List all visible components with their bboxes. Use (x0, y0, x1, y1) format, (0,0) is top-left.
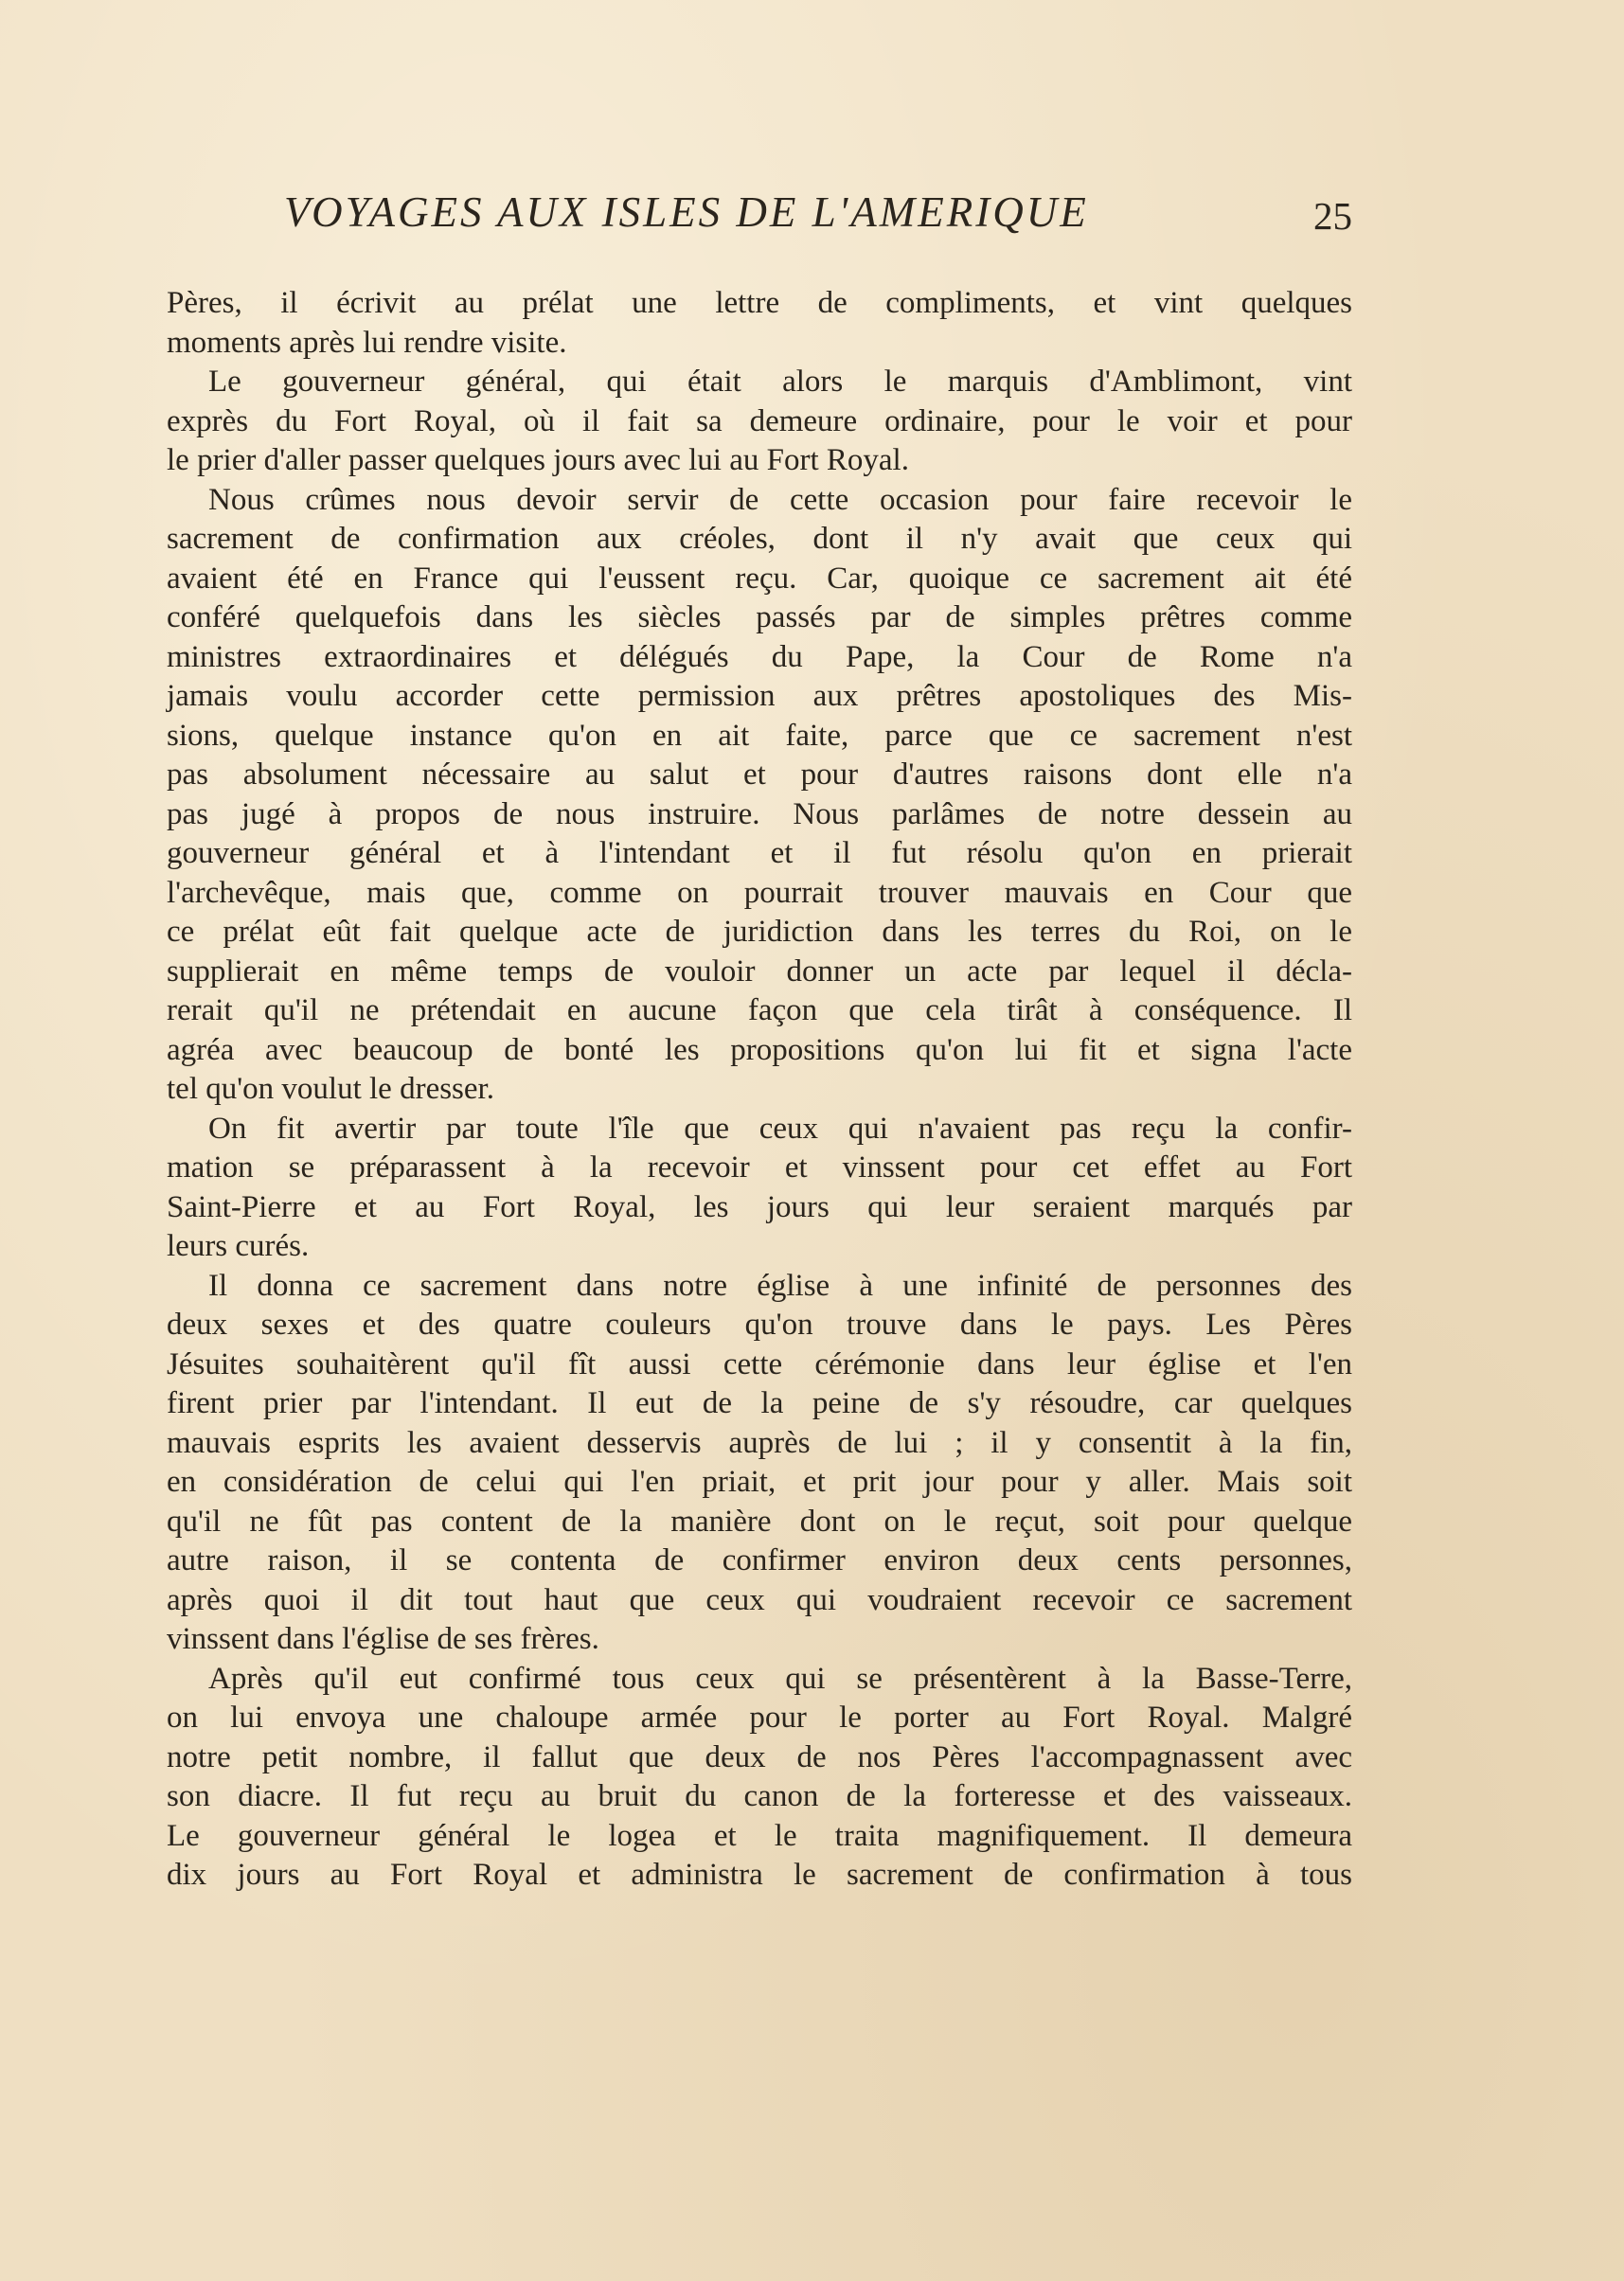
text-line: Nous crûmes nous devoir servir de cette occasion pour faire recevoir le (208, 482, 1352, 517)
text-line: Il donna ce sacrement dans notre église à une infinité de personnes des (208, 1268, 1352, 1303)
text-line: jamais voulu accorder cette permission aux prêtres apostoliques des Mis- (167, 679, 1352, 713)
text-line: agréa avec beaucoup de bonté les propositions qu'on lui fit et signa l'acte (167, 1032, 1352, 1067)
text-line: mation se préparassent à la recevoir et vinssent pour cet effet au Fort (167, 1150, 1352, 1185)
text-line: mauvais esprits les avaient desservis auprès de lui ; il y consentit à la fin, (167, 1425, 1352, 1460)
text-line: Jésuites souhaitèrent qu'il fît aussi cette cérémonie dans leur église et l'en (167, 1346, 1352, 1381)
text-line: l'archevêque, mais que, comme on pourrait trouver mauvais en Cour que (167, 875, 1352, 910)
text-line: On fit avertir par toute l'île que ceux qui n'avaient pas reçu la confir- (208, 1111, 1352, 1146)
text-line: conféré quelquefois dans les siècles passés par de simples prêtres comme (167, 600, 1352, 634)
text-line: exprès du Fort Royal, où il fait sa demeure ordinaire, pour le voir et pour (167, 403, 1352, 438)
text-line: Saint-Pierre et au Fort Royal, les jours qui leur seraient marqués par (167, 1189, 1352, 1224)
text-line: tel qu'on voulut le dresser. (167, 1072, 494, 1106)
text-line: qu'il ne fût pas content de la manière dont on le reçut, soit pour quelque (167, 1504, 1352, 1539)
text-line: autre raison, il se contenta de confirmer environ deux cents personnes, (167, 1543, 1352, 1577)
page-number: 25 (1313, 194, 1352, 238)
text-line: rerait qu'il ne prétendait en aucune façon que cela tirât à conséquence. Il (167, 993, 1352, 1027)
body-text (167, 284, 1352, 1896)
text-line: Pères, il écrivit au prélat une lettre de compliments, et vint quelques (167, 286, 1352, 320)
text-line: Le gouverneur général, qui était alors le marquis d'Amblimont, vint (208, 365, 1352, 399)
text-line: vinssent dans l'église de ses frères. (167, 1622, 599, 1656)
text-line: firent prier par l'intendant. Il eut de la peine de s'y résoudre, car quelques (167, 1386, 1352, 1420)
text-line: le prier d'aller passer quelques jours avec lui au Fort Royal. (167, 443, 909, 477)
text-line: après quoi il dit tout haut que ceux qui voudraient recevoir ce sacrement (167, 1582, 1352, 1617)
text-line: pas absolument nécessaire au salut et pour d'autres raisons dont elle n'a (167, 757, 1352, 792)
text-line: Après qu'il eut confirmé tous ceux qui se présentèrent à la Basse-Terre, (208, 1661, 1352, 1696)
text-line: gouverneur général et à l'intendant et il fut résolu qu'on en prierait (167, 836, 1352, 870)
text-line: on lui envoya une chaloupe armée pour le porter au Fort Royal. Malgré (167, 1701, 1352, 1735)
text-line: ce prélat eût fait quelque acte de juridiction dans les terres du Roi, on le (167, 915, 1352, 949)
text-line: avaient été en France qui l'eussent reçu. Car, quoique ce sacrement ait été (167, 561, 1352, 596)
text-line: sions, quelque instance qu'on en ait faite, parce que ce sacrement n'est (167, 718, 1352, 753)
running-title: VOYAGES AUX ISLES DE L'AMERIQUE (284, 188, 1089, 236)
text-line: Le gouverneur général le logea et le traita magnifiquement. Il demeura (167, 1818, 1352, 1853)
text-line: dix jours au Fort Royal et administra le sacrement de confirmation à tous (167, 1858, 1352, 1892)
text-line: deux sexes et des quatre couleurs qu'on trouve dans le pays. Les Pères (167, 1308, 1352, 1342)
text-line: supplierait en même temps de vouloir donner un acte par lequel il décla- (167, 953, 1352, 989)
text-line: sacrement de confirmation aux créoles, dont il n'y avait que ceux qui (167, 522, 1352, 556)
text-line: en considération de celui qui l'en priait, et prit jour pour y aller. Mais soit (167, 1465, 1352, 1499)
text-line: moments après lui rendre visite. (167, 325, 567, 360)
text-line: pas jugé à propos de nous instruire. Nous parlâmes de notre dessein au (167, 796, 1352, 831)
text-line: ministres extraordinaires et délégués du Pape, la Cour de Rome n'a (167, 639, 1352, 674)
text-line: notre petit nombre, il fallut que deux de nos Pères l'accompagnassent avec (167, 1739, 1352, 1774)
running-head (284, 187, 1352, 244)
text-line: leurs curés. (167, 1229, 310, 1263)
text-line: son diacre. Il fut reçu au bruit du canon de la forteresse et des vaisseaux. (167, 1779, 1352, 1813)
